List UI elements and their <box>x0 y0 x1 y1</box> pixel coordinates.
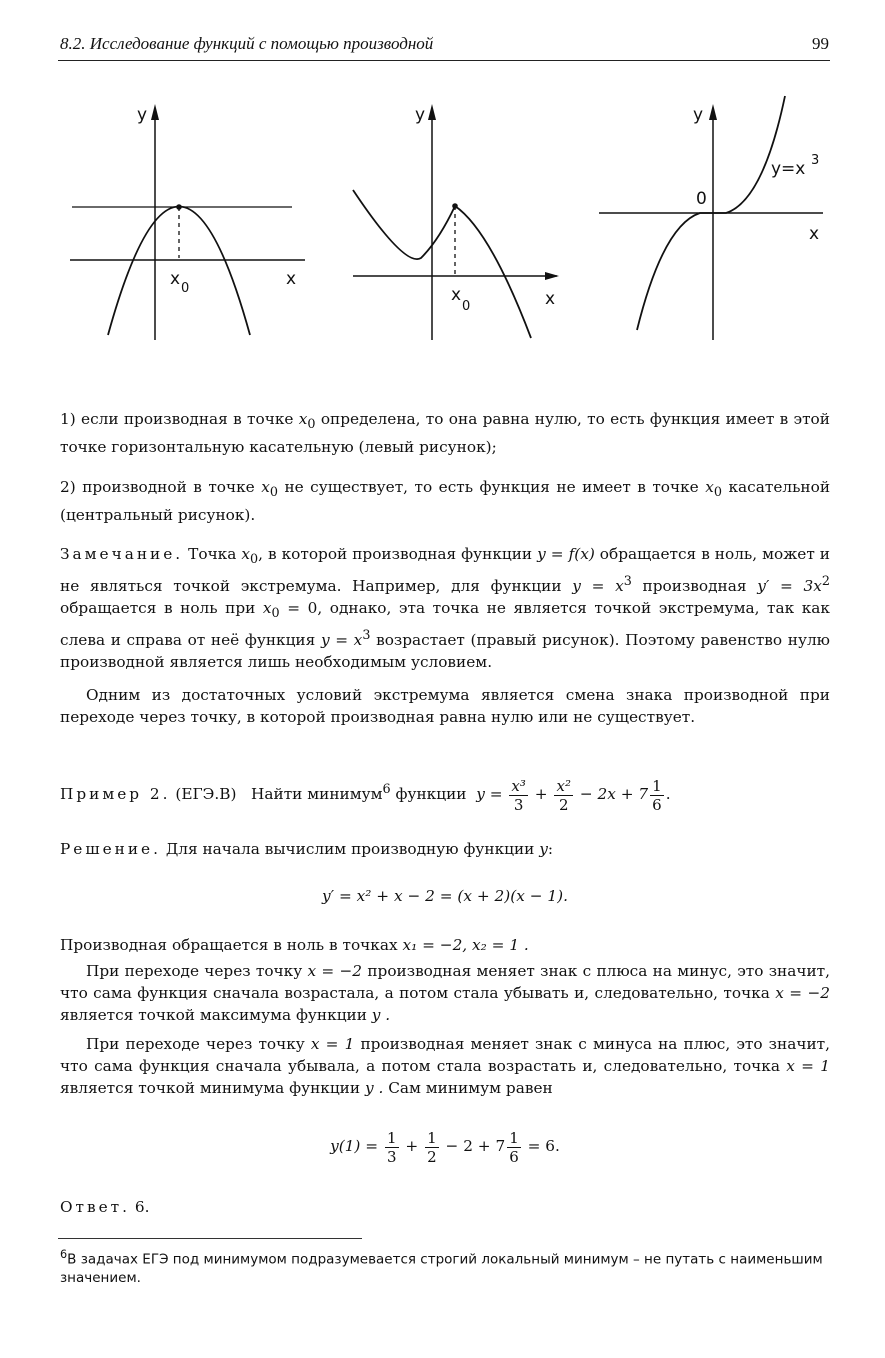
min-fraction-1-num: 1 <box>386 1128 397 1147</box>
curve-label-power: 3 <box>811 153 820 168</box>
y-axis-arrow <box>428 104 436 120</box>
remark-x0: x <box>241 545 251 563</box>
footnote-mark: 6 <box>60 1248 68 1261</box>
example-y-eq: y = <box>476 785 503 804</box>
x0-label: x <box>170 269 181 289</box>
remark-dy: y′ = 3x <box>757 577 822 596</box>
p2-c: является точкой минимума функции <box>60 1079 361 1097</box>
extremum-point <box>176 204 182 210</box>
x-axis-label: x <box>809 224 820 244</box>
item-2-text-a: производной в точке <box>82 478 255 496</box>
solution-text: Для начала вычислим производную функции <box>165 840 535 858</box>
fraction-2-den: 2 <box>558 795 569 814</box>
min-fraction-2 <box>425 1129 439 1166</box>
fraction-1-den: 3 <box>513 795 524 814</box>
zeros-line <box>60 934 830 956</box>
figure-right-cubic <box>595 90 845 350</box>
example-end: . <box>665 785 671 804</box>
remark-x0-sub: 0 <box>250 552 259 568</box>
item-2-sub: 0 <box>269 485 278 501</box>
example-task: Найти минимум <box>251 785 383 804</box>
item-1-sub: 0 <box>307 417 316 433</box>
min-fraction-1 <box>385 1129 399 1166</box>
remark-t2: , в которой производная функции <box>258 545 533 563</box>
y-axis-label: y <box>415 105 426 125</box>
maximum-paragraph <box>60 960 830 1026</box>
footnote-text: В задачах ЕГЭ под минимумом подразумевается строгий локальный минимум – не путать с наименьшим значением. <box>60 1251 823 1286</box>
footnote-ref: 6 <box>382 782 391 797</box>
fraction-3-den: 6 <box>652 795 662 814</box>
min-lhs: y(1) = <box>330 1137 379 1155</box>
y-axis-arrow <box>151 104 159 120</box>
figure-center-cusp-maximum <box>345 90 575 350</box>
p1-c: является точкой максимума функции <box>60 1006 367 1024</box>
p2-b: производная меняет знак с минуса на плюс, это значит, что сама функция сначала убывала, а потом стала возрастать и, следовательно, точка <box>60 1035 830 1075</box>
page-number: 99 <box>812 34 829 53</box>
remark-f: y = f(x) <box>537 545 595 563</box>
fraction-1 <box>509 777 527 814</box>
y-axis-label: y <box>693 105 704 125</box>
figure-left-smooth-maximum <box>60 90 310 350</box>
header-title: 8.2. Исследование функций с помощью производной <box>60 34 434 53</box>
p2-a: При переходе через точку <box>86 1035 305 1053</box>
cusp-curve <box>353 190 531 338</box>
minimum-paragraph <box>60 1033 830 1099</box>
min-rest: − 2 + 7 <box>445 1137 506 1155</box>
min-fraction-2-num: 1 <box>427 1128 437 1147</box>
item-2-var: x <box>261 478 270 496</box>
remark-t1: Точка <box>188 545 237 563</box>
answer-line <box>60 1196 830 1218</box>
fraction-1-num: x³ <box>511 776 526 795</box>
example-source: (ЕГЭ.В) <box>175 785 237 804</box>
remark-t6: , однако, эта точка не является точкой экстремума, так как слева и справа от неё функция <box>60 599 830 650</box>
origin-label: 0 <box>696 189 707 209</box>
min-fraction-3 <box>507 1129 521 1166</box>
solution-intro <box>60 838 830 860</box>
remark-yx3b: y = x <box>320 631 363 650</box>
item-2-sub2: 0 <box>713 485 722 501</box>
zeros-values: x₁ = −2, x₂ = 1 . <box>402 936 529 954</box>
derivative-formula: y′ = x² + x − 2 = (x + 2)(x − 1). <box>322 887 568 905</box>
item-1 <box>60 408 830 458</box>
min-plus: + <box>405 1137 419 1155</box>
example-rest: − 2x + 7 <box>579 785 649 804</box>
footnote <box>60 1246 830 1287</box>
x-axis-label: x <box>286 269 297 289</box>
item-2-number: 2) <box>60 478 76 496</box>
item-2 <box>60 476 830 526</box>
example-task2: функции <box>395 785 467 804</box>
fraction-3-num: 1 <box>652 776 662 795</box>
x0-label: x <box>451 285 462 305</box>
y-axis-label: y <box>137 105 148 125</box>
item-2-text-c: касательной (центральный рисунок). <box>60 478 831 525</box>
remark-t5: обращается в ноль при <box>60 599 256 618</box>
p2-x2: x = 1 <box>786 1057 830 1075</box>
item-1-var: x <box>298 410 308 428</box>
remark-yx3: y = x <box>572 577 624 596</box>
p1-x: x = −2 <box>307 962 363 980</box>
item-2-text-b: не существует, то есть функция не имеет в точке <box>284 478 699 496</box>
x0-subscript: 0 <box>462 299 471 314</box>
item-1-text-b: определена, то она равна нулю, то есть функция имеет в этой точке горизонтальную касательную (левый рисунок); <box>60 410 830 457</box>
remark-t3: обращается в ноль, может и не являться точкой экстремума. Например, для функции <box>60 545 830 596</box>
extremum-point <box>452 203 458 209</box>
min-result: = 6. <box>527 1137 560 1155</box>
min-fraction-1-den: 3 <box>386 1147 397 1166</box>
x-axis-label: x <box>545 289 556 309</box>
fraction-2-num: x² <box>556 776 571 795</box>
plus-sign: + <box>534 785 548 804</box>
min-fraction-2-den: 2 <box>427 1147 437 1166</box>
p2-y: y . <box>364 1079 384 1097</box>
item-2-var2: x <box>705 478 714 496</box>
item-1-text-a: если производная в точке <box>81 410 294 428</box>
minimum-value-formula <box>60 1126 830 1166</box>
x0-subscript: 0 <box>181 281 190 296</box>
curve-label: y=x <box>771 159 806 179</box>
x-axis-arrow <box>545 272 559 280</box>
y-axis-arrow <box>709 104 717 120</box>
min-fraction-3-den: 6 <box>509 1147 519 1166</box>
p2-d: Сам минимум равен <box>388 1079 553 1097</box>
p2-x: x = 1 <box>310 1035 355 1053</box>
p1-y: y . <box>371 1006 391 1024</box>
p1-x2: x = −2 <box>775 984 830 1002</box>
p1-b: производная меняет знак с плюса на минус, это значит, что сама функция сначала возрастала, а потом стала убывать и, следовательно, точка <box>60 962 830 1002</box>
min-fraction-3-num: 1 <box>509 1128 519 1147</box>
solution-colon: : <box>547 840 554 858</box>
sufficient-condition-paragraph: Одним из достаточных условий экстремума является смена знака производной при переходе через точку, в которой производная равна нулю или не существует. <box>60 686 830 726</box>
remark-t4: производная <box>642 577 747 596</box>
remark-p3b: 3 <box>362 628 371 644</box>
example-statement <box>60 770 830 814</box>
fraction-2 <box>554 777 572 814</box>
answer-label: Ответ. <box>60 1198 130 1216</box>
solution-label: Решение. <box>60 840 161 858</box>
remark-p2: 2 <box>821 574 830 590</box>
p1-a: При переходе через точку <box>86 962 303 980</box>
remark-t7: возрастает (правый рисунок). Поэтому равенство нулю производной является лишь необходимым условием. <box>60 631 830 672</box>
remark-label: Замечание. <box>60 545 184 563</box>
fraction-3 <box>650 777 664 814</box>
remark-x00: x <box>262 599 272 618</box>
zeros-text: Производная обращается в ноль в точках <box>60 936 398 954</box>
remark-paragraph <box>60 543 830 673</box>
answer-value: 6. <box>134 1198 150 1216</box>
remark-p3: 3 <box>623 574 632 590</box>
solution-y: y <box>539 840 548 858</box>
remark-t5b: = 0 <box>287 599 318 618</box>
remark-x00-sub: 0 <box>271 606 280 622</box>
item-1-number: 1) <box>60 410 76 428</box>
example-label: Пример 2. <box>60 785 171 804</box>
footnote-rule <box>58 1238 362 1239</box>
header-rule <box>58 60 830 61</box>
